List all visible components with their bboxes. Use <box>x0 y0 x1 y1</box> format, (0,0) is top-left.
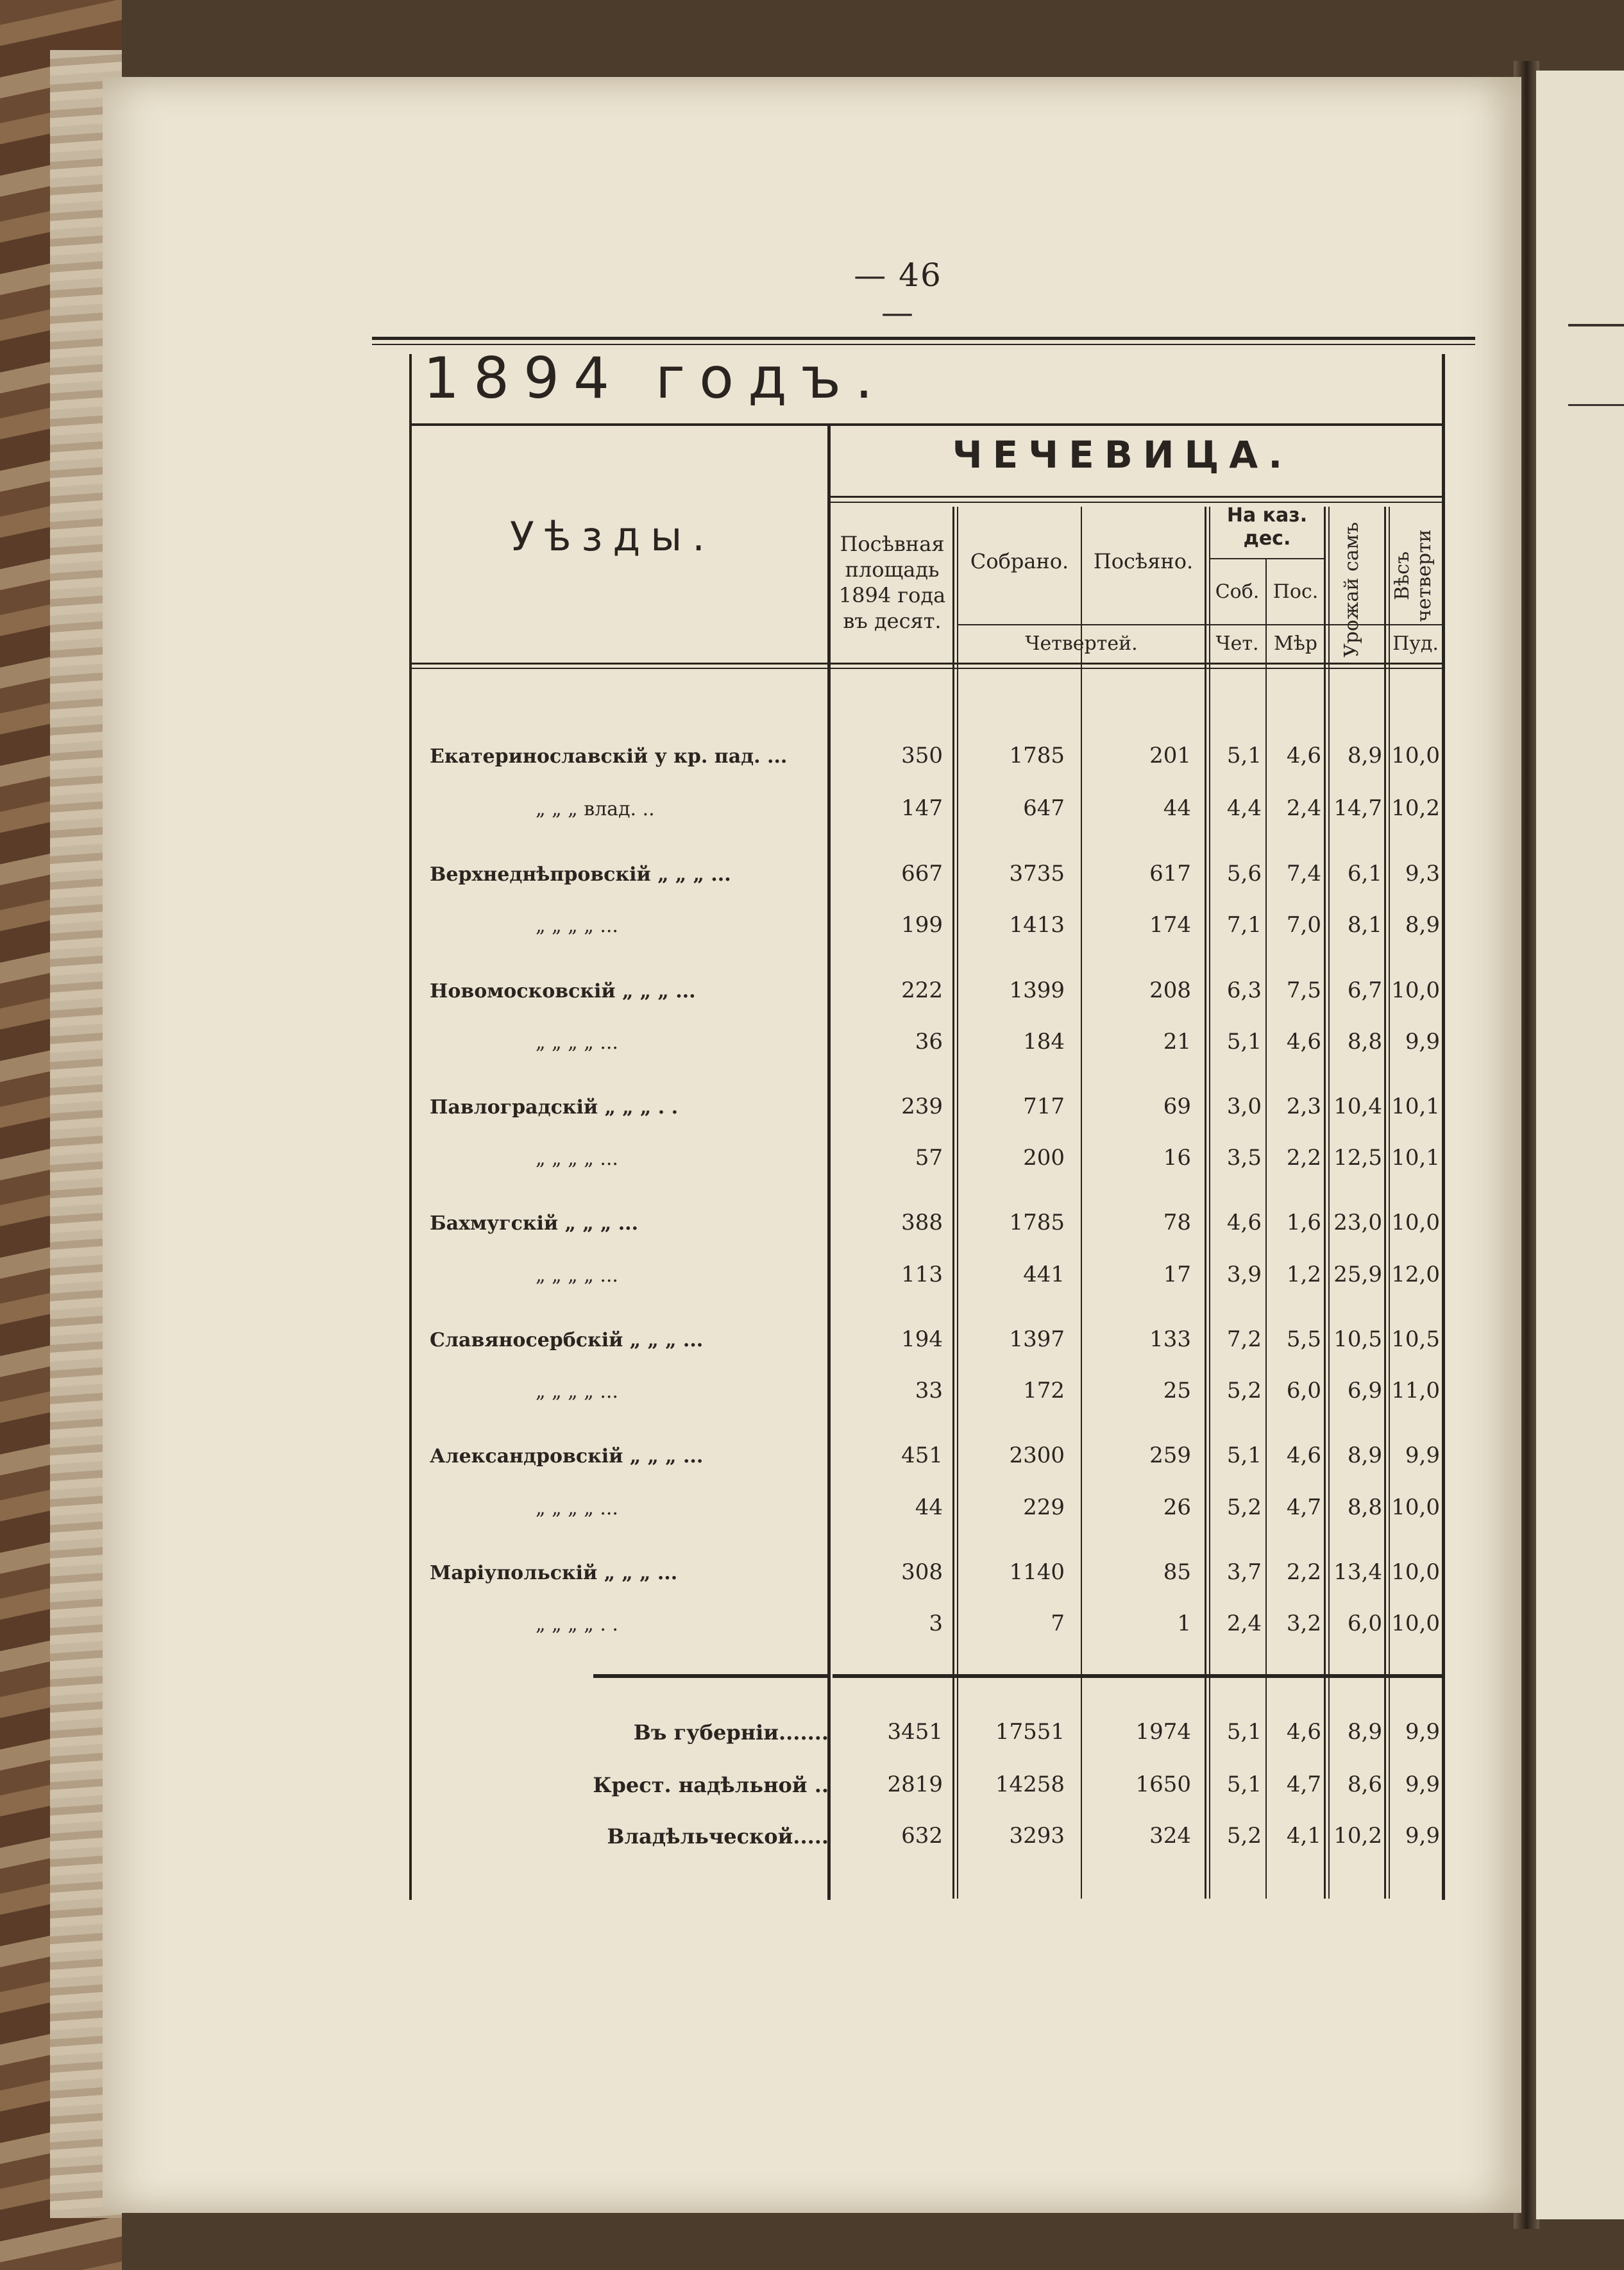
cell-sob: 5,1 <box>1226 1443 1262 1468</box>
cell-collected: 647 <box>1023 795 1065 821</box>
cell-collected: 1413 <box>1009 912 1065 938</box>
cell-sob: 5,1 <box>1226 743 1262 768</box>
cell-yield: 8,8 <box>1347 1029 1382 1055</box>
cell-area: 239 <box>901 1094 943 1119</box>
right-border <box>1442 354 1445 1900</box>
year-rule <box>412 423 1442 426</box>
total-yield: 8,6 <box>1347 1772 1382 1797</box>
cell-weight: 9,9 <box>1405 1443 1440 1468</box>
district-name: Бахмугскій „ „ „ ... <box>430 1212 639 1235</box>
district-name: Верхнеднѣпровскій „ „ „ ... <box>430 863 731 886</box>
col-sep-sob <box>1265 558 1267 1899</box>
cell-area: 199 <box>901 912 943 938</box>
cell-yield: 8,1 <box>1347 912 1382 938</box>
cell-area: 36 <box>915 1029 943 1055</box>
cell-pos: 2,2 <box>1286 1145 1321 1171</box>
col-sep-area <box>952 507 954 1899</box>
cell-collected: 1399 <box>1009 978 1065 1003</box>
district-name: Павлоградскій „ „ „ . . <box>430 1096 679 1119</box>
cell-yield: 23,0 <box>1333 1210 1382 1235</box>
cell-pos: 7,0 <box>1286 912 1321 938</box>
total-name: Владѣльческой..... <box>607 1824 829 1849</box>
cell-weight: 10,0 <box>1391 1210 1440 1235</box>
cell-pos: 5,5 <box>1286 1326 1321 1352</box>
col-sep-area-b <box>957 507 958 1899</box>
cell-pos: 6,0 <box>1286 1378 1321 1403</box>
col-sep-yield-b <box>1389 507 1390 1899</box>
page-number: — 46 — <box>854 257 942 331</box>
facing-page <box>1536 71 1624 2219</box>
cell-sob: 6,3 <box>1226 978 1262 1003</box>
cell-weight: 10,0 <box>1391 1611 1440 1636</box>
cell-pos: 3,2 <box>1286 1611 1321 1636</box>
cell-collected: 441 <box>1023 1262 1065 1287</box>
district-name: „ „ „ „ ... <box>536 1380 618 1403</box>
cell-collected: 1140 <box>1009 1559 1065 1585</box>
cell-collected: 172 <box>1023 1378 1065 1403</box>
cell-sown: 1 <box>1177 1611 1191 1636</box>
col-sep-sown <box>1205 507 1206 1899</box>
cell-yield: 10,4 <box>1333 1094 1382 1119</box>
top-rule <box>372 337 1475 340</box>
per-des-rule <box>1210 558 1324 559</box>
cell-yield: 6,7 <box>1347 978 1382 1003</box>
cell-pos: 4,6 <box>1286 1029 1321 1055</box>
header-per-des: На каз. дес. <box>1226 504 1308 550</box>
cell-yield: 6,0 <box>1347 1611 1382 1636</box>
cell-area: 451 <box>901 1443 943 1468</box>
cell-area: 113 <box>901 1262 943 1287</box>
cell-weight: 12,0 <box>1391 1262 1440 1287</box>
total-yield: 10,2 <box>1333 1823 1382 1849</box>
cell-yield: 8,9 <box>1347 1443 1382 1468</box>
cell-yield: 6,9 <box>1347 1378 1382 1403</box>
cell-pos: 4,6 <box>1286 743 1321 768</box>
header-unit-pud: Пуд. <box>1392 632 1439 655</box>
total-sob: 5,1 <box>1226 1772 1262 1797</box>
total-area: 3451 <box>887 1719 943 1745</box>
total-weight: 9,9 <box>1405 1719 1440 1745</box>
cell-sown: 21 <box>1163 1029 1191 1055</box>
col-sep-yield <box>1384 507 1386 1899</box>
district-name: Александровскій „ „ „ ... <box>430 1445 704 1468</box>
cell-pos: 2,4 <box>1286 795 1321 821</box>
total-collected: 14258 <box>995 1772 1065 1797</box>
cell-sob: 3,0 <box>1226 1094 1262 1119</box>
cell-sown: 17 <box>1163 1262 1191 1287</box>
header-unit-chet: Чет. <box>1215 632 1259 655</box>
cell-yield: 13,4 <box>1333 1559 1382 1585</box>
cell-sob: 4,6 <box>1226 1210 1262 1235</box>
district-name: „ „ „ „ ... <box>536 1148 618 1170</box>
totals-rule <box>593 1674 827 1678</box>
totals-rule-cols <box>833 1674 1442 1678</box>
cell-collected: 1785 <box>1009 743 1065 768</box>
total-sob: 5,1 <box>1226 1719 1262 1745</box>
cell-area: 388 <box>901 1210 943 1235</box>
cell-sob: 5,6 <box>1226 861 1262 886</box>
cell-yield: 6,1 <box>1347 861 1382 886</box>
total-collected: 3293 <box>1009 1823 1065 1849</box>
cell-sob: 7,2 <box>1226 1326 1262 1352</box>
total-collected: 17551 <box>995 1719 1065 1745</box>
cell-weight: 10,0 <box>1391 978 1440 1003</box>
cell-pos: 4,7 <box>1286 1495 1321 1520</box>
cell-sown: 208 <box>1149 978 1191 1003</box>
cell-collected: 3735 <box>1009 861 1065 886</box>
header-collected: Собрано. <box>970 549 1069 573</box>
cell-sown: 69 <box>1163 1094 1191 1119</box>
cell-sown: 78 <box>1163 1210 1191 1235</box>
cell-collected: 1785 <box>1009 1210 1065 1235</box>
cell-sob: 4,4 <box>1226 795 1262 821</box>
cell-area: 147 <box>901 795 943 821</box>
cell-sob: 3,5 <box>1226 1145 1262 1171</box>
district-name: „ „ „ „ . . <box>536 1613 618 1636</box>
cell-yield: 12,5 <box>1333 1145 1382 1171</box>
cell-yield: 25,9 <box>1333 1262 1382 1287</box>
cell-sob: 5,2 <box>1226 1378 1262 1403</box>
left-border <box>409 354 412 1900</box>
district-name: Новомосковскій „ „ „ ... <box>430 980 696 1003</box>
cell-sown: 85 <box>1163 1559 1191 1585</box>
cell-pos: 2,2 <box>1286 1559 1321 1585</box>
cell-weight: 9,3 <box>1405 861 1440 886</box>
total-pos: 4,7 <box>1286 1772 1321 1797</box>
cell-pos: 7,4 <box>1286 861 1321 886</box>
cell-sob: 7,1 <box>1226 912 1262 938</box>
header-bottom-rule-thin <box>412 668 1442 669</box>
cell-sown: 16 <box>1163 1145 1191 1171</box>
cell-yield: 8,9 <box>1347 743 1382 768</box>
cell-collected: 1397 <box>1009 1326 1065 1352</box>
total-weight: 9,9 <box>1405 1823 1440 1849</box>
header-sown: Посѣяно. <box>1093 549 1194 573</box>
cell-area: 350 <box>901 743 943 768</box>
crop-rule-thin <box>831 502 1442 503</box>
cell-sown: 201 <box>1149 743 1191 768</box>
cell-area: 667 <box>901 861 943 886</box>
cell-weight: 11,0 <box>1391 1378 1440 1403</box>
district-name: Славяносербскій „ „ „ ... <box>430 1329 704 1351</box>
districts-header: Уѣзды. <box>510 513 715 560</box>
crop-title: ЧЕЧЕВИЦА. <box>952 433 1293 477</box>
cell-collected: 7 <box>1051 1611 1065 1636</box>
total-yield: 8,9 <box>1347 1719 1382 1745</box>
district-name: „ „ „ „ ... <box>536 1497 618 1520</box>
cell-yield: 14,7 <box>1333 795 1382 821</box>
total-sown: 324 <box>1149 1823 1191 1849</box>
year-title: 1894 годъ. <box>423 345 887 411</box>
cell-pos: 1,6 <box>1286 1210 1321 1235</box>
cell-pos: 7,5 <box>1286 978 1321 1003</box>
total-sown: 1650 <box>1135 1772 1191 1797</box>
cell-area: 33 <box>915 1378 943 1403</box>
total-name: Въ губерніи....... <box>633 1720 829 1745</box>
cell-sob: 5,1 <box>1226 1029 1262 1055</box>
cell-collected: 717 <box>1023 1094 1065 1119</box>
cell-sob: 3,9 <box>1226 1262 1262 1287</box>
district-name: „ „ „ „ ... <box>536 1031 618 1054</box>
cell-sob: 2,4 <box>1226 1611 1262 1636</box>
cell-collected: 184 <box>1023 1029 1065 1055</box>
header-sob: Соб. <box>1215 580 1260 603</box>
col-sep-pos-b <box>1328 507 1330 1899</box>
cell-weight: 10,2 <box>1391 795 1440 821</box>
cell-sown: 25 <box>1163 1378 1191 1403</box>
col-sep-sown-b <box>1209 507 1210 1899</box>
cell-area: 194 <box>901 1326 943 1352</box>
total-sob: 5,2 <box>1226 1823 1262 1849</box>
cell-pos: 2,3 <box>1286 1094 1321 1119</box>
cell-weight: 10,0 <box>1391 1559 1440 1585</box>
crop-rule <box>831 496 1442 498</box>
cell-area: 44 <box>915 1495 943 1520</box>
cell-weight: 10,0 <box>1391 1495 1440 1520</box>
cell-area: 3 <box>929 1611 943 1636</box>
cell-weight: 10,1 <box>1391 1094 1440 1119</box>
cell-weight: 10,0 <box>1391 743 1440 768</box>
header-pos: Пос. <box>1273 580 1319 603</box>
cell-sown: 259 <box>1149 1443 1191 1468</box>
header-area: Посѣвная площадь 1894 года въ десят. <box>838 532 946 633</box>
cell-weight: 10,1 <box>1391 1145 1440 1171</box>
cell-weight: 8,9 <box>1405 912 1440 938</box>
cell-yield: 8,8 <box>1347 1495 1382 1520</box>
cell-sob: 3,7 <box>1226 1559 1262 1585</box>
col-sep-pos <box>1324 507 1326 1899</box>
cell-area: 57 <box>915 1145 943 1171</box>
cell-pos: 4,6 <box>1286 1443 1321 1468</box>
cell-collected: 229 <box>1023 1495 1065 1520</box>
header-bottom-rule <box>412 663 1442 665</box>
cell-sown: 174 <box>1149 912 1191 938</box>
district-name: Маріупольскій „ „ „ ... <box>430 1562 678 1584</box>
header-yield: Урожай самъ <box>1341 521 1363 657</box>
total-sown: 1974 <box>1135 1719 1191 1745</box>
district-name: „ „ „ „ ... <box>536 1264 618 1287</box>
cell-sown: 44 <box>1163 795 1191 821</box>
cell-area: 308 <box>901 1559 943 1585</box>
cell-collected: 200 <box>1023 1145 1065 1171</box>
header-weight: Вѣсъ четверти <box>1391 529 1435 622</box>
col-sep-collected <box>1081 507 1082 1899</box>
cell-yield: 10,5 <box>1333 1326 1382 1352</box>
district-name: „ „ „ влад. .. <box>536 798 655 820</box>
cell-area: 222 <box>901 978 943 1003</box>
cell-weight: 10,5 <box>1391 1326 1440 1352</box>
cell-sown: 26 <box>1163 1495 1191 1520</box>
total-area: 632 <box>901 1823 943 1849</box>
total-area: 2819 <box>887 1772 943 1797</box>
total-pos: 4,6 <box>1286 1719 1321 1745</box>
cell-sob: 5,2 <box>1226 1495 1262 1520</box>
units-rule <box>958 624 1442 625</box>
total-weight: 9,9 <box>1405 1772 1440 1797</box>
cell-collected: 2300 <box>1009 1443 1065 1468</box>
total-name: Крест. надѣльной .. <box>593 1773 829 1797</box>
header-unit-mer: Мѣр <box>1273 632 1317 655</box>
total-pos: 4,1 <box>1286 1823 1321 1849</box>
cell-pos: 1,2 <box>1286 1262 1321 1287</box>
cell-weight: 9,9 <box>1405 1029 1440 1055</box>
cell-sown: 133 <box>1149 1326 1191 1352</box>
district-name: „ „ „ „ ... <box>536 915 618 937</box>
header-unit-chetvertey: Четвертей. <box>1025 632 1138 655</box>
district-name: Екатеринославскій у кр. пад. ... <box>430 745 788 768</box>
cell-sown: 617 <box>1149 861 1191 886</box>
